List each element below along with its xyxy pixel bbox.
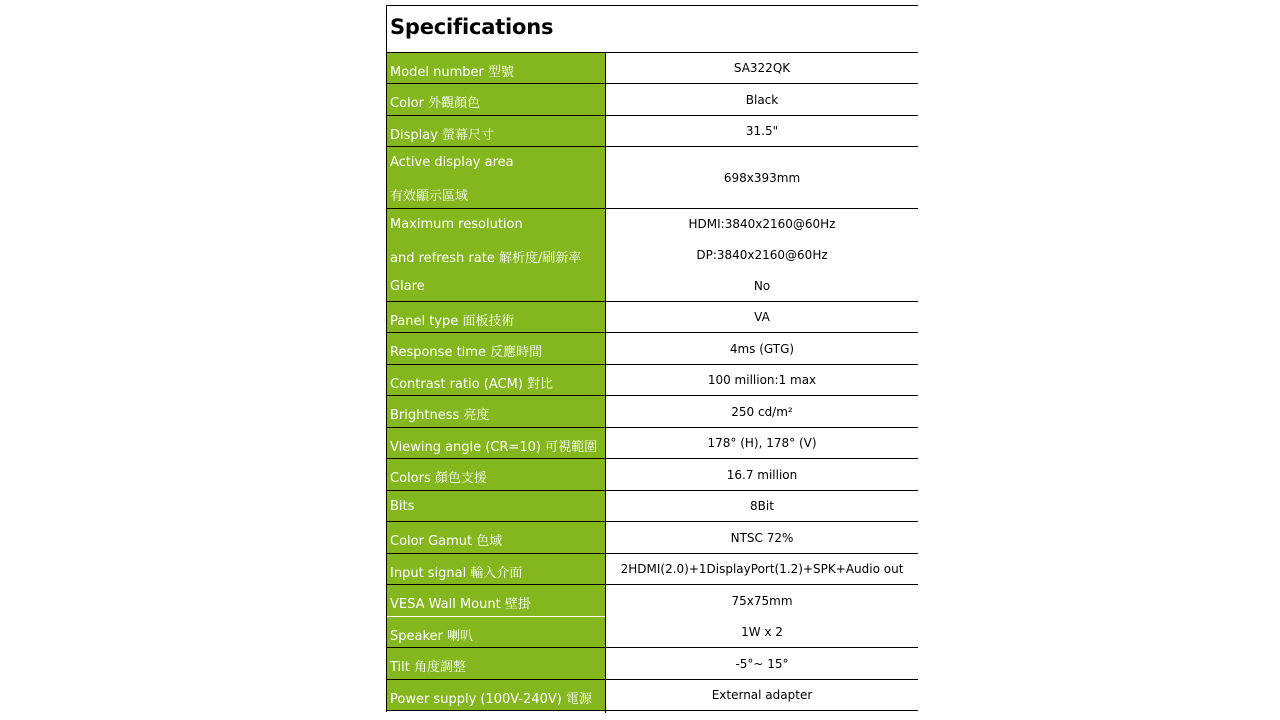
spec-label: Speaker 喇叭	[390, 628, 474, 644]
spec-value-cell	[606, 585, 918, 617]
spec-value: 100 million:1 max	[707, 373, 817, 387]
spec-value: 178° (H), 178° (V)	[707, 436, 817, 450]
spec-label: and refresh rate 解析度/刷新率	[390, 251, 582, 266]
spec-label: Power supply (100V-240V) 電源	[390, 691, 593, 707]
spec-value-cell	[606, 209, 918, 271]
table-row	[387, 396, 918, 428]
spec-label-cell	[387, 617, 605, 648]
spec-label: Model number 型號	[390, 64, 515, 80]
spec-label-cell	[387, 116, 605, 147]
spec-value-cell	[606, 396, 918, 428]
spec-value: DP:3840x2160@60Hz	[696, 248, 828, 262]
spec-value-cell	[606, 554, 918, 585]
spec-value-cell	[606, 84, 918, 116]
table-row	[387, 585, 918, 617]
table-row	[387, 333, 918, 365]
spec-label-cell	[387, 396, 605, 428]
spec-label-cell	[387, 585, 605, 617]
spec-value-cell	[606, 147, 918, 209]
spec-value: 250 cd/m²	[731, 404, 793, 419]
table-row	[387, 648, 918, 680]
spec-value: NTSC 72%	[730, 530, 794, 545]
spec-value: 8Bit	[750, 499, 774, 513]
spec-label-cell	[387, 459, 605, 491]
spec-value: External adapter	[711, 688, 813, 702]
specifications-sheet	[386, 5, 918, 712]
spec-value-cell	[606, 459, 918, 491]
table-row	[387, 459, 918, 491]
table-row	[387, 116, 918, 147]
spec-value: No	[753, 279, 771, 293]
spec-label-cell	[387, 53, 605, 84]
table-row	[387, 365, 918, 396]
spec-value-cell	[606, 428, 918, 459]
spec-label-cell	[387, 271, 605, 302]
spec-label: Viewing angle (CR=10) 可視範圍	[390, 439, 598, 455]
spec-label-cell	[387, 365, 605, 396]
spec-label-cell	[387, 554, 605, 585]
spec-value: 16.7 million	[726, 467, 798, 482]
table-row	[387, 617, 918, 648]
spec-label: Colors 顏色支援	[390, 471, 487, 486]
spec-value: 2HDMI(2.0)+1DisplayPort(1.2)+SPK+Audio out	[620, 562, 904, 576]
spec-value: 698x393mm	[723, 170, 801, 185]
row-separator-left	[387, 710, 605, 711]
spec-label-cell	[387, 491, 605, 522]
spec-label: Brightness 亮度	[390, 408, 490, 423]
spec-value-cell	[606, 365, 918, 396]
column-divider	[605, 53, 606, 713]
table-row	[387, 147, 918, 209]
spec-value-cell	[606, 491, 918, 522]
table-row	[387, 53, 918, 84]
spec-value-cell	[606, 333, 918, 365]
spec-label: Bits	[390, 498, 415, 514]
spec-label: 有效顯示區域	[390, 189, 469, 204]
spec-value: SA322QK	[733, 61, 791, 75]
spec-value: Black	[745, 92, 779, 107]
spec-label: Contrast ratio (ACM) 對比	[390, 376, 554, 392]
spec-value-cell	[606, 271, 918, 302]
spec-value: 31.5"	[745, 124, 779, 138]
spec-value: -5°~ 15°	[735, 656, 789, 671]
table-row	[387, 209, 918, 271]
spec-label: Active display area	[390, 155, 514, 170]
spec-label-cell	[387, 147, 605, 209]
spec-label-cell	[387, 302, 605, 333]
table-row	[387, 554, 918, 585]
spec-label-cell	[387, 333, 605, 365]
spec-label-cell	[387, 522, 605, 554]
spec-label: Input signal 輸入介面	[390, 565, 523, 581]
spec-value-cell	[606, 680, 918, 711]
spec-label-cell	[387, 428, 605, 459]
spec-label: Color Gamut 色域	[390, 534, 503, 549]
spec-value-cell	[606, 116, 918, 147]
spec-value-cell	[606, 53, 918, 84]
spec-value: VA	[754, 310, 770, 324]
spec-label: Tilt 角度調整	[390, 660, 466, 675]
spec-value-cell	[606, 617, 918, 648]
spec-label: Glare	[390, 278, 425, 294]
spec-value-cell	[606, 302, 918, 333]
spec-value-cell	[606, 522, 918, 554]
spec-value: 1W x 2	[741, 625, 783, 639]
spec-value-cell	[606, 648, 918, 680]
spec-label-cell	[387, 680, 605, 711]
spec-value: 4ms (GTG)	[729, 341, 795, 356]
spec-label-cell	[387, 84, 605, 116]
table-row	[387, 428, 918, 459]
spec-label: VESA Wall Mount 壁掛	[390, 597, 531, 612]
spec-label-cell	[387, 209, 605, 271]
spec-label: Panel type 面板技術	[390, 313, 515, 329]
table-row	[387, 84, 918, 116]
spec-value: 75x75mm	[731, 593, 793, 608]
sheet-title	[387, 6, 918, 53]
table-row	[387, 680, 918, 711]
spec-label: Response time 反應時間	[390, 345, 543, 360]
spec-label-cell	[387, 648, 605, 680]
table-row	[387, 271, 918, 302]
spec-label: Color 外觀顏色	[390, 96, 481, 111]
spec-value: HDMI:3840x2160@60Hz	[688, 217, 836, 231]
table-row	[387, 491, 918, 522]
table-row	[387, 302, 918, 333]
sheet-title-text: Specifications	[390, 15, 554, 39]
table-row	[387, 522, 918, 554]
spec-label: Display 螢幕尺寸	[390, 127, 495, 143]
spec-label: Maximum resolution	[390, 217, 523, 232]
row-separator-right	[606, 710, 918, 711]
